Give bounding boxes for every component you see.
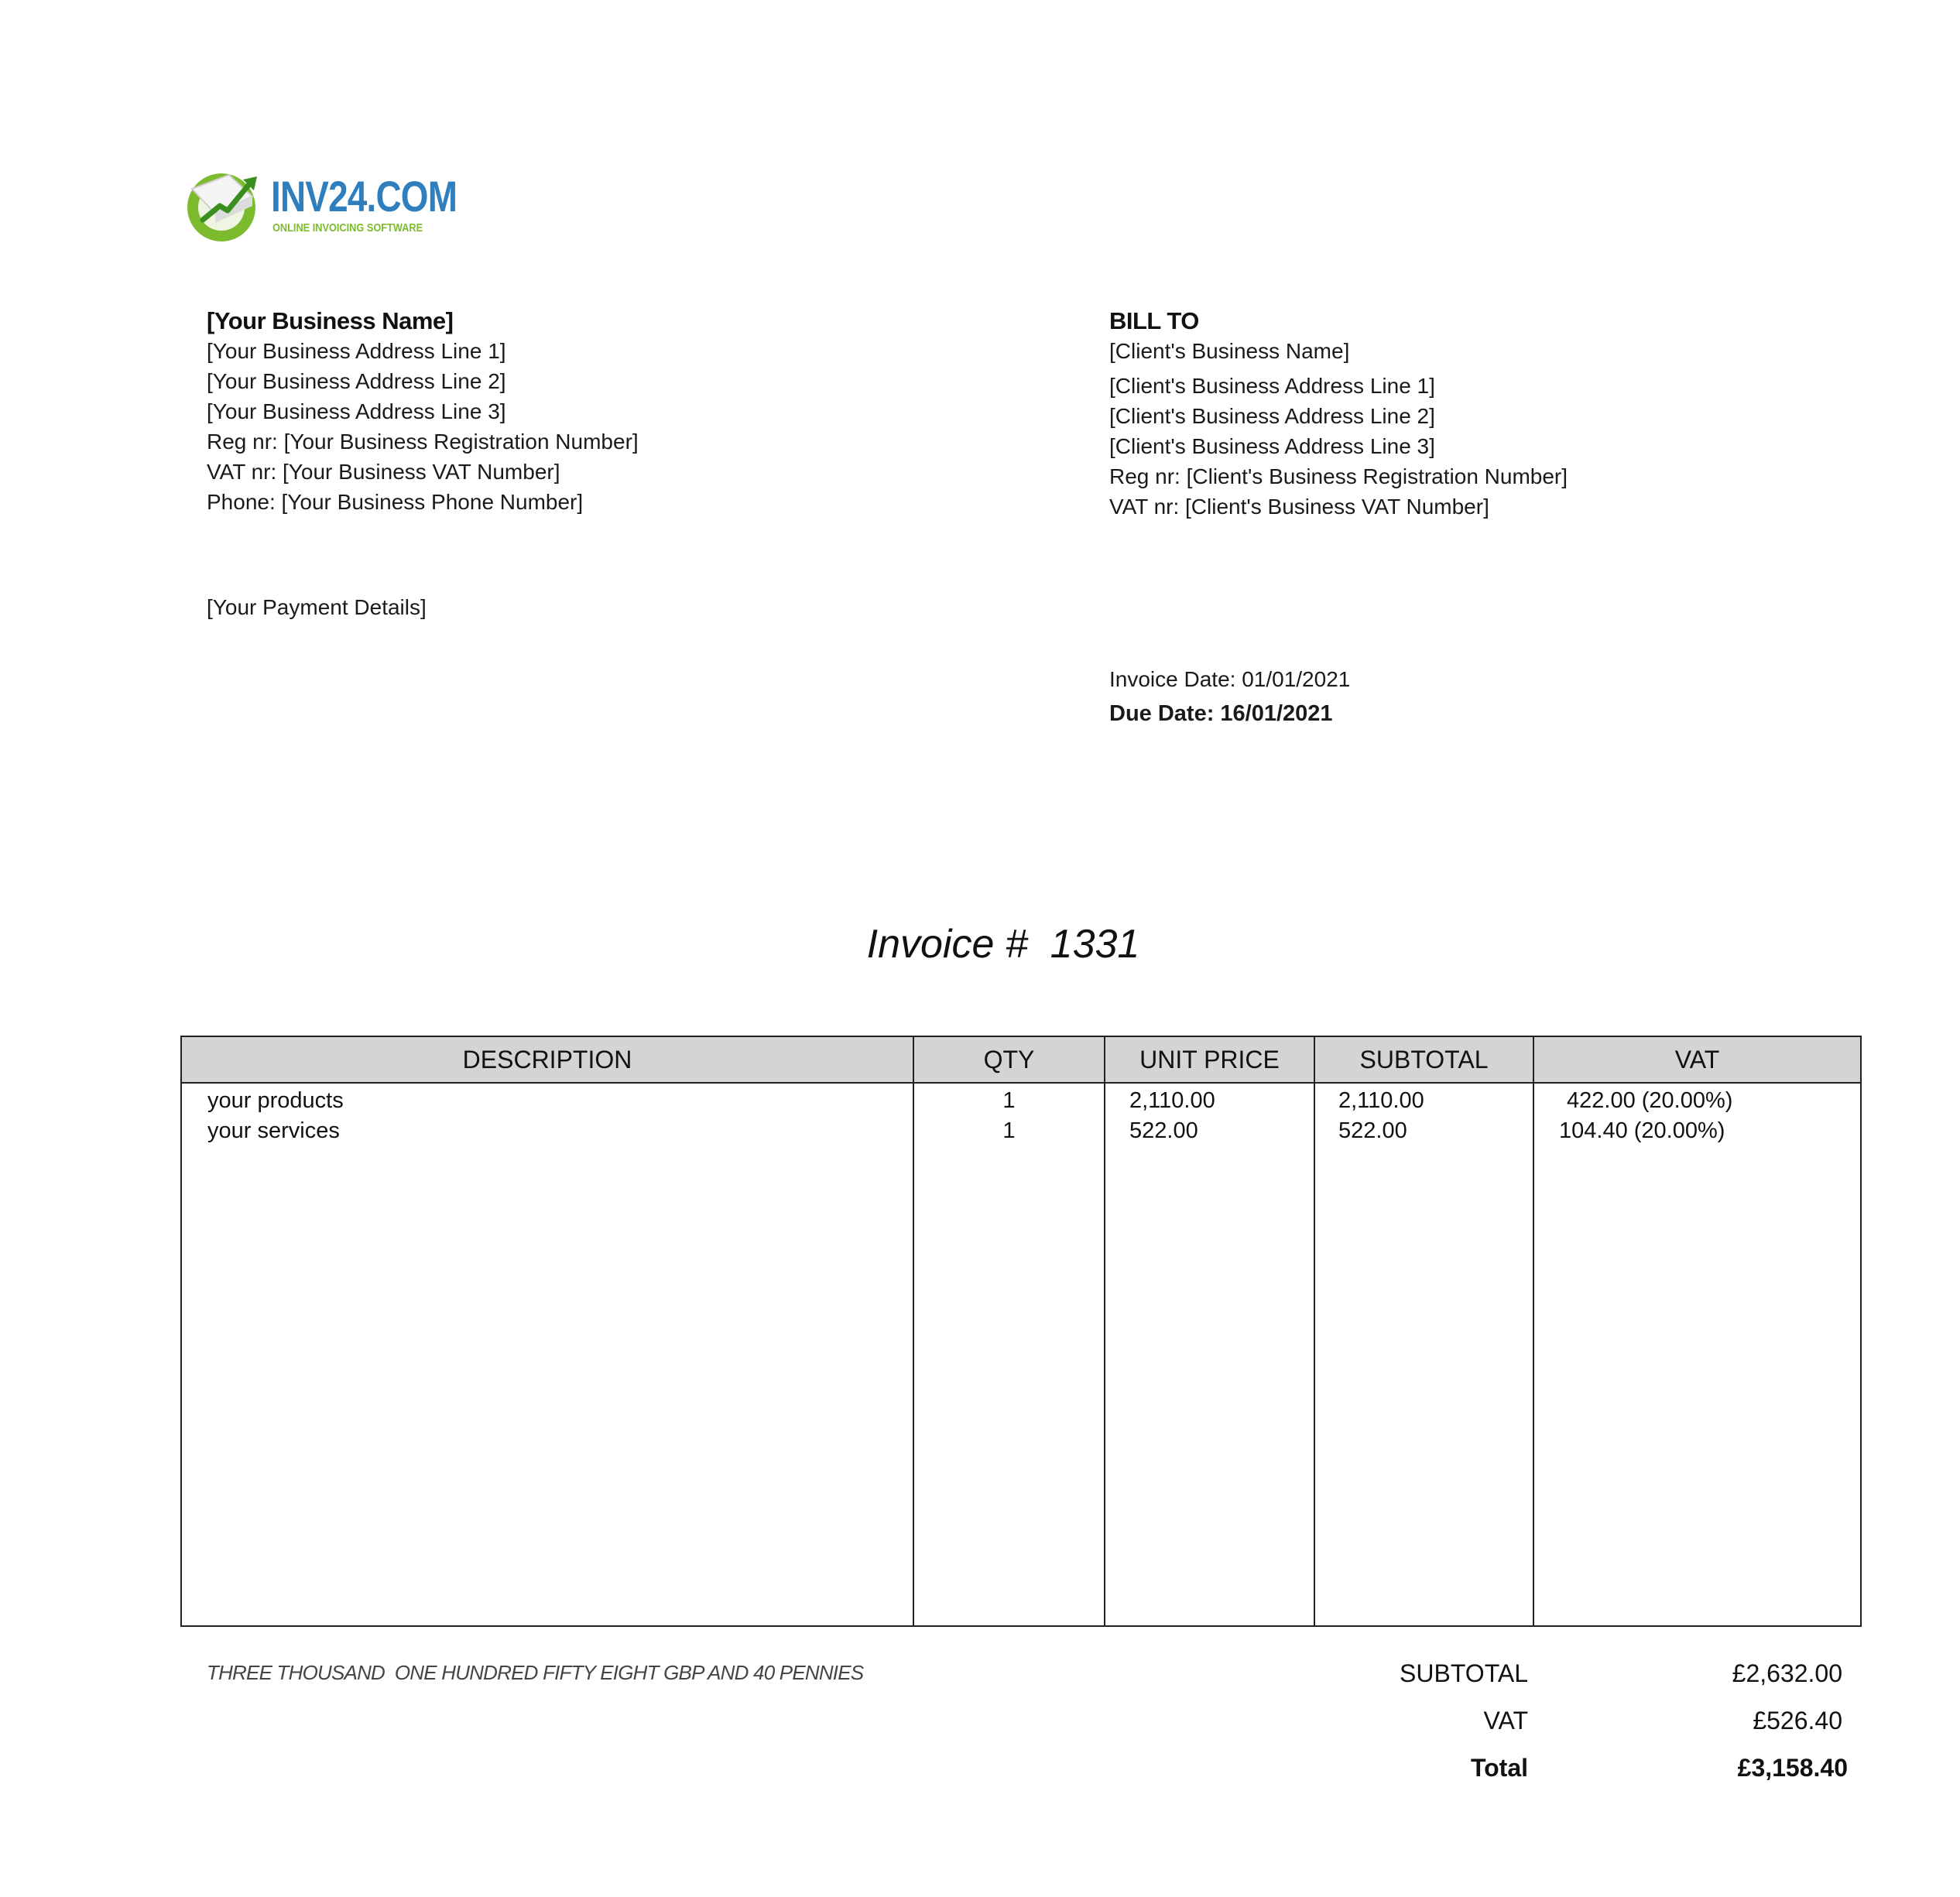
bill-to-heading: BILL TO [1109, 307, 1199, 334]
row-2-description: your services [207, 1118, 340, 1143]
seller-vat-nr: VAT nr: [Your Business VAT Number] [207, 460, 560, 484]
seller-reg-nr: Reg nr: [Your Business Registration Number] [207, 430, 639, 454]
column-divider [1104, 1037, 1105, 1625]
row-1-unit-price: 2,110.00 [1129, 1088, 1215, 1113]
logo-wordmark: INV24.COM [271, 172, 457, 221]
row-2-vat: 104.40 (20.00%) [1559, 1118, 1725, 1143]
header-description: DESCRIPTION [462, 1046, 632, 1073]
seller-phone: Phone: [Your Business Phone Number] [207, 490, 584, 514]
amount-in-words: THREE THOUSAND ONE HUNDRED FIFTY EIGHT GBP AND 40 PENNIES [207, 1661, 864, 1684]
items-table [180, 1036, 1862, 1627]
client-address-line-3: [Client's Business Address Line 3] [1109, 434, 1435, 458]
invoice-date: Invoice Date: 01/01/2021 [1109, 667, 1351, 691]
client-address-line-2: [Client's Business Address Line 2] [1109, 404, 1435, 428]
seller-address-line-1: [Your Business Address Line 1] [207, 339, 506, 363]
client-business-name: [Client's Business Name] [1109, 339, 1350, 363]
column-divider [1533, 1037, 1534, 1625]
header-unit-price: UNIT PRICE [1139, 1046, 1280, 1073]
seller-address-line-2: [Your Business Address Line 2] [207, 369, 506, 393]
client-reg-nr: Reg nr: [Client's Business Registration Number] [1109, 464, 1568, 488]
row-1-qty: 1 [1002, 1088, 1016, 1113]
row-2-unit-price: 522.00 [1129, 1118, 1198, 1143]
client-address-line-1: [Client's Business Address Line 1] [1109, 374, 1435, 398]
due-date: Due Date: 16/01/2021 [1109, 701, 1333, 726]
row-2-qty: 1 [1002, 1118, 1016, 1143]
dates-block [1109, 664, 1350, 729]
row-1-description: your products [207, 1088, 344, 1113]
header-qty: QTY [983, 1046, 1035, 1073]
subtotal-value: £2,632.00 [1732, 1659, 1842, 1687]
column-divider [1314, 1037, 1315, 1625]
row-2-subtotal: 522.00 [1338, 1118, 1407, 1143]
invoice-title: Invoice # 1331 [866, 922, 1140, 967]
seller-name: [Your Business Name] [207, 307, 454, 334]
payment-details: [Your Payment Details] [207, 595, 427, 619]
client-vat-nr: VAT nr: [Client's Business VAT Number] [1109, 495, 1489, 519]
header-subtotal: SUBTOTAL [1359, 1046, 1489, 1073]
vat-value: £526.40 [1753, 1707, 1842, 1734]
bill-to-block [1109, 306, 1568, 522]
seller-address-line-3: [Your Business Address Line 3] [207, 399, 506, 423]
row-1-vat: 422.00 (20.00%) [1567, 1088, 1733, 1113]
vat-label: VAT [1483, 1707, 1528, 1734]
seller-block [207, 306, 639, 517]
logo-tagline: ONLINE INVOICING SOFTWARE [272, 221, 423, 235]
total-label: Total [1470, 1754, 1528, 1782]
row-1-subtotal: 2,110.00 [1338, 1088, 1424, 1113]
total-value: £3,158.40 [1737, 1754, 1848, 1782]
subtotal-label: SUBTOTAL [1400, 1659, 1528, 1687]
header-vat: VAT [1674, 1046, 1720, 1073]
